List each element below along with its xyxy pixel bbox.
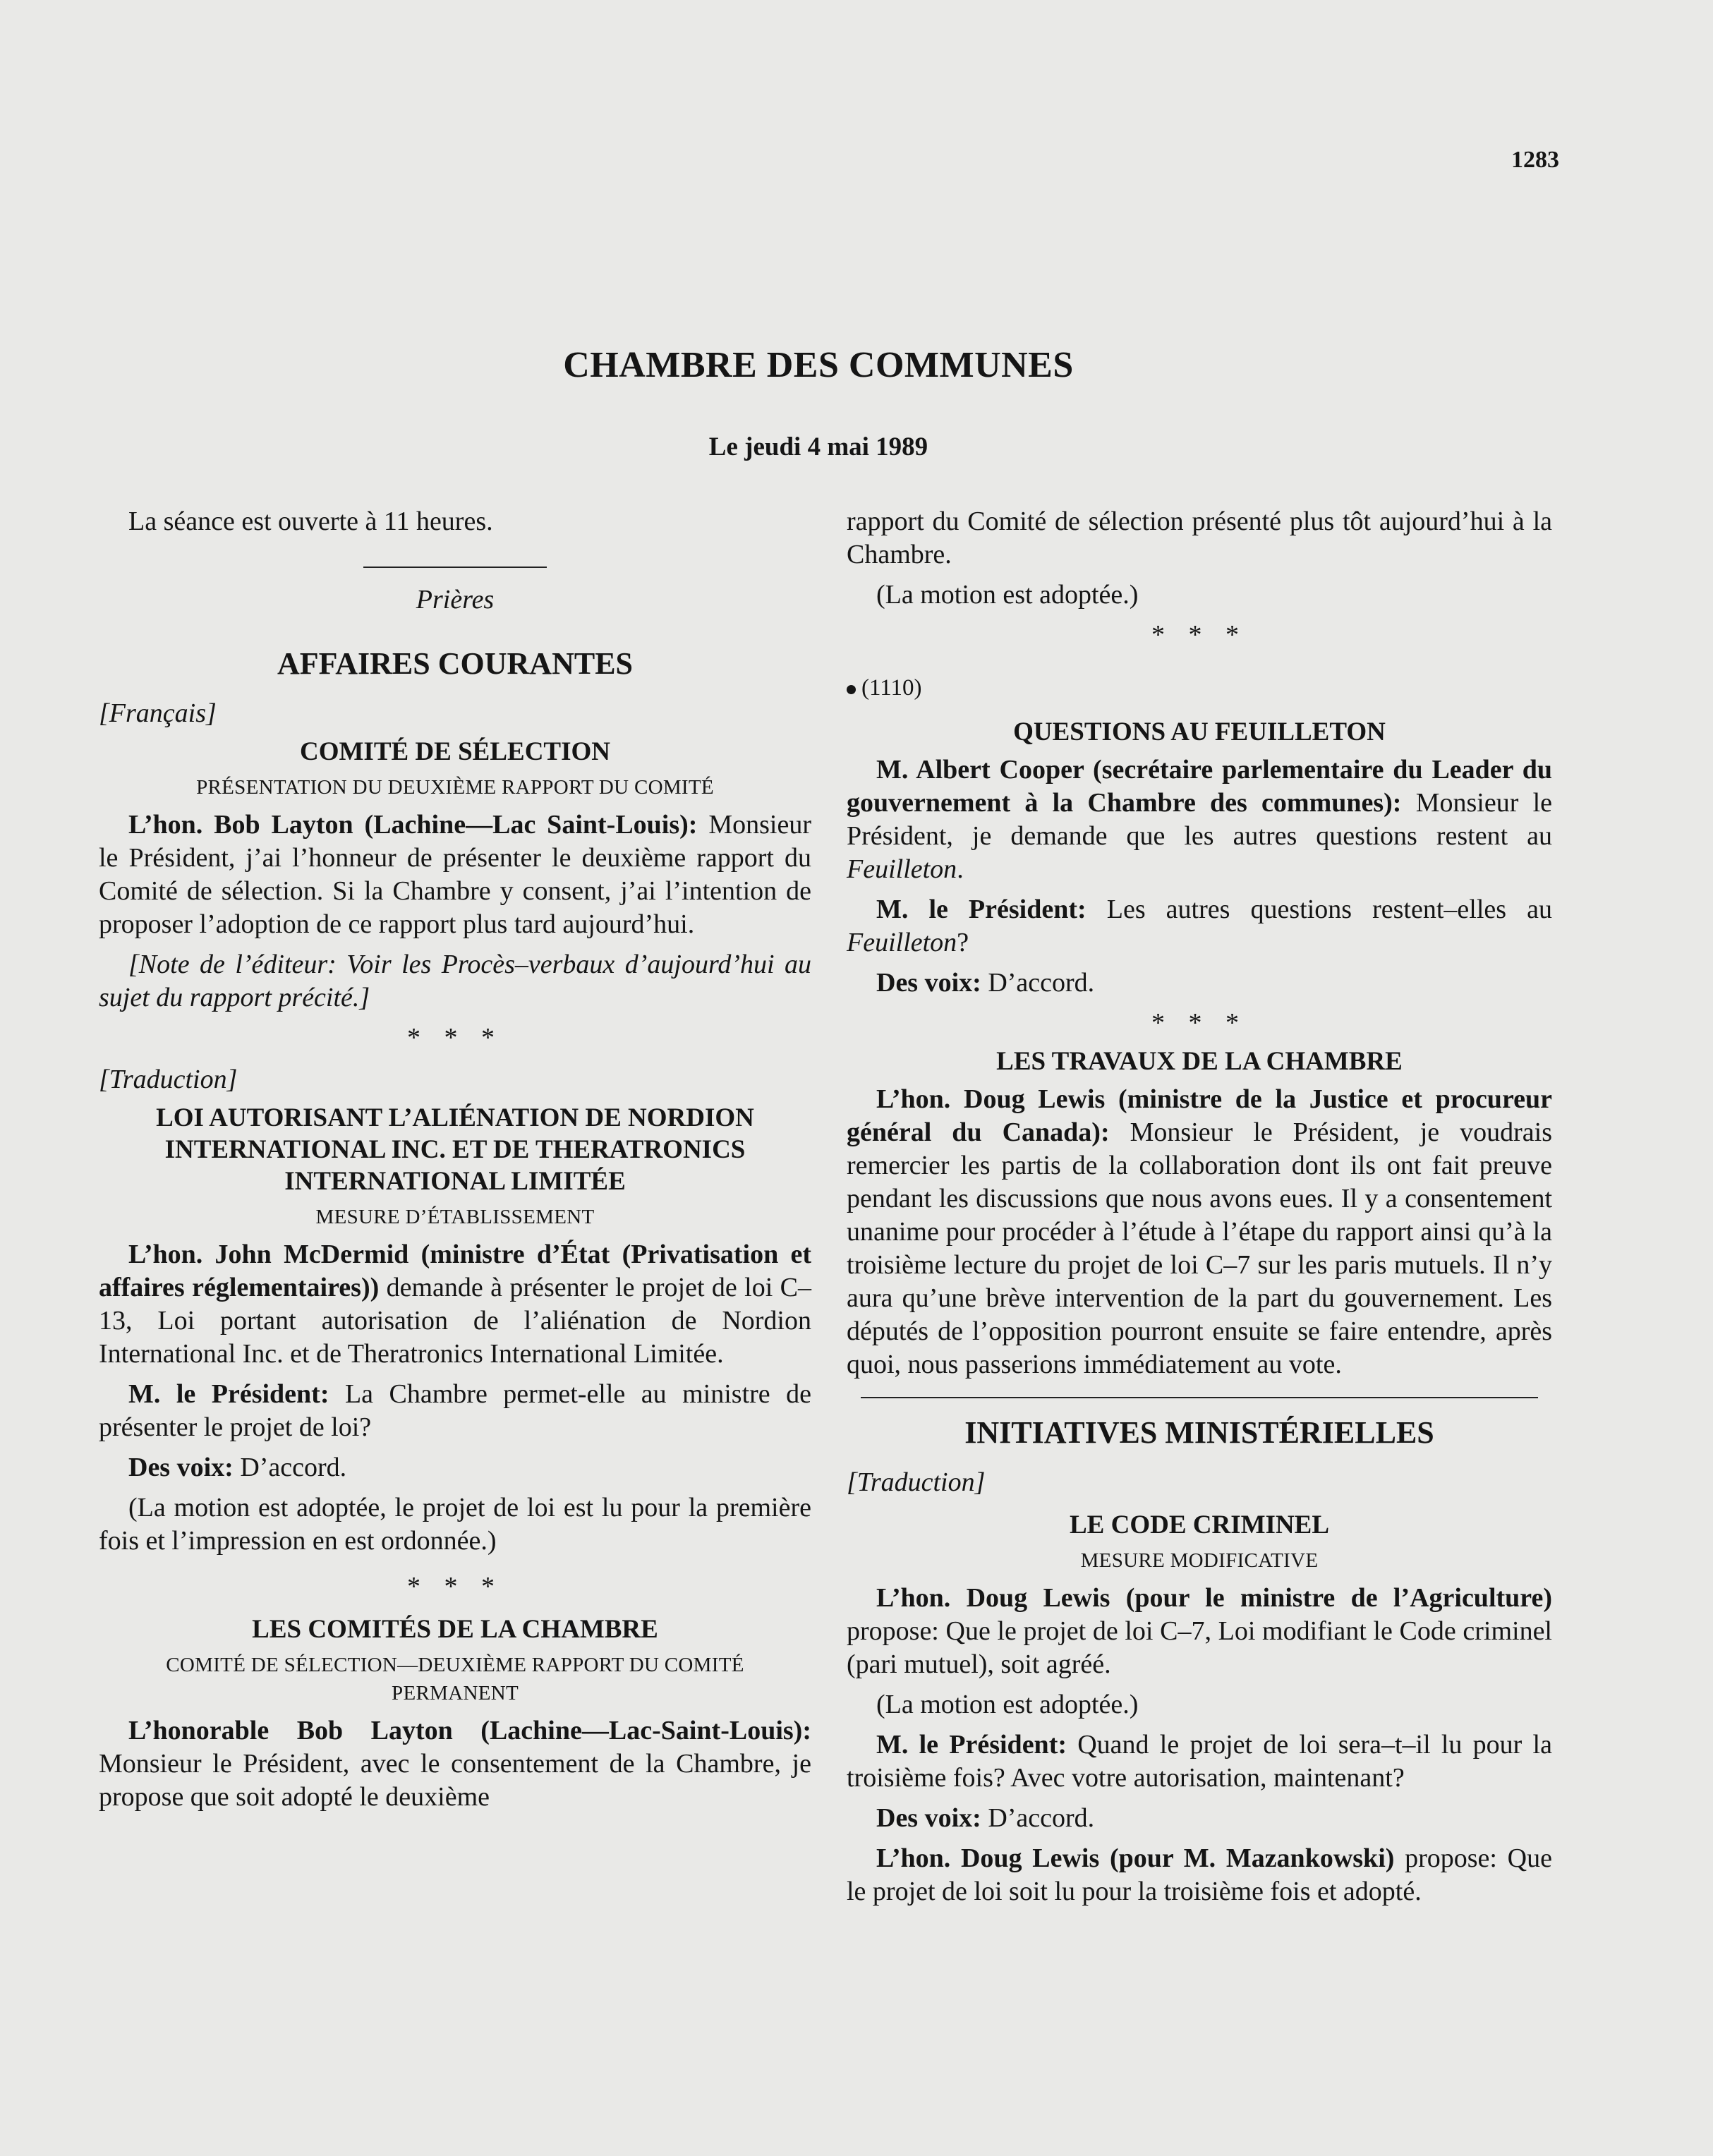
speech-layton-2 — [99, 1714, 811, 1814]
section-separator: * * * — [407, 1023, 503, 1053]
subheading-nordion: LOI AUTORISANT L’ALIÉNATION DE NORDION INTERNATIONAL INC. ET DE THERATRONICS INTERNATIONAL LIMITÉE — [156, 1103, 754, 1196]
speaker-name: Des voix: — [876, 968, 981, 998]
timestamp — [847, 672, 1552, 705]
speech-text: propose: Que le projet de loi soit lu pour la troisième fois et adopté. — [847, 1843, 1552, 1906]
punctuation: . — [957, 854, 964, 884]
subheading-comites-detail: COMITÉ DE SÉLECTION—DEUXIÈME RAPPORT DU COMITÉ PERMANENT — [166, 1654, 744, 1704]
speech-text: D’accord. — [233, 1453, 347, 1482]
speech-text: Les autres questions restent–elles au — [1086, 895, 1552, 924]
speaker-name: L’hon. Bob Layton (Lachine—Lac Saint-Louis): — [128, 810, 698, 840]
speech-text: D’accord. — [981, 968, 1095, 998]
language-marker: [Traduction] — [99, 1065, 238, 1094]
subheading-code: LE CODE CRIMINEL — [1070, 1510, 1329, 1539]
section-separator: * * * — [1151, 1008, 1247, 1038]
speech-president — [847, 893, 1552, 959]
speaker-name: Des voix: — [876, 1803, 981, 1833]
speech-president-2 — [847, 1728, 1552, 1795]
page-title: CHAMBRE DES COMMUNES — [563, 345, 1074, 385]
timestamp-text: (1110) — [861, 675, 922, 701]
left-column — [99, 505, 811, 1821]
speech-lewis — [847, 1083, 1552, 1381]
language-marker: [Traduction] — [847, 1467, 986, 1497]
speech-text: Monsieur le Président, j’ai l’honneur de présenter le deuxième rapport du Comité de sélection. Si la Chambre y consent, j’ai l’intention de proposer l’adoption de ce rapport plus tard aujourd’hui. — [99, 810, 812, 939]
divider — [861, 1397, 1538, 1398]
speaker-name: L’hon. Doug Lewis (pour M. Mazankowski) — [876, 1843, 1395, 1873]
speaker-name: M. le Président: — [876, 895, 1086, 924]
opening-line: La séance est ouverte à 11 heures. — [128, 507, 493, 536]
speaker-name: M. Albert Cooper (secrétaire parlementaire du Leader du gouvernement à la Chambre des communes): — [847, 755, 1552, 818]
sitting-date: Le jeudi 4 mai 1989 — [708, 432, 928, 461]
subheading-travaux: LES TRAVAUX DE LA CHAMBRE — [996, 1047, 1403, 1076]
speech-voix — [99, 1451, 811, 1484]
section-separator: * * * — [407, 1572, 503, 1601]
speech-text: Monsieur le Président, je voudrais remercier les partis de la collaboration dont ils ont fait preuve pendant les discussions que nous avons eues. Il y a consentement unanime pour procéder à l’étude à l’étape du rapport ainsi qu’à la troisième lecture du projet de loi C–7 sur les paris mutuels. Il n’y aura qu’une brève intervention de la part du gouvernement. Les députés de l’opposition pourront ensuite se faire entendre, après quoi, nous passerions immédiatement au vote. — [847, 1118, 1553, 1379]
speech-text: propose: Que le projet de loi C–7, Loi modifiant le Code criminel (pari mutuel), soit agréé. — [847, 1616, 1552, 1679]
right-column — [847, 505, 1552, 1915]
motion-result: (La motion est adoptée.) — [876, 1690, 1139, 1719]
speech-voix — [847, 967, 1552, 1000]
section-separator: * * * — [1151, 620, 1247, 650]
speaker-name: L’hon. Doug Lewis (ministre de la Justice et procureur général du Canada): — [847, 1084, 1552, 1147]
subheading-comites: LES COMITÉS DE LA CHAMBRE — [252, 1615, 658, 1644]
speaker-name: M. le Président: — [128, 1379, 329, 1409]
speaker-name: M. le Président: — [876, 1730, 1067, 1760]
speech-text: Monsieur le Président, je demande que les autres questions restent au — [847, 788, 1552, 851]
continuation-text: rapport du Comité de sélection présenté plus tôt aujourd’hui à la Chambre. — [847, 507, 1552, 569]
page-number: 1283 — [1511, 147, 1559, 173]
language-marker: [Français] — [99, 698, 217, 728]
subheading-questions: QUESTIONS AU FEUILLETON — [1013, 717, 1386, 746]
speech-layton — [99, 808, 811, 941]
subheading-nordion-detail: MESURE D’ÉTABLISSEMENT — [315, 1206, 595, 1228]
subheading-code-detail: MESURE MODIFICATIVE — [1080, 1549, 1319, 1572]
section-heading-initiatives: INITIATIVES MINISTÉRIELLES — [964, 1415, 1434, 1450]
bullet-icon — [847, 685, 856, 694]
subheading-selection: COMITÉ DE SÉLECTION — [300, 737, 610, 766]
feuilleton-word: Feuilleton — [847, 928, 957, 957]
speaker-name: L’hon. John McDermid (ministre d’État (Privatisation et affaires réglementaires)) — [99, 1240, 811, 1302]
speech-lewis-2 — [847, 1582, 1552, 1681]
speech-mcdermid — [99, 1238, 811, 1371]
subheading-selection-detail: PRÉSENTATION DU DEUXIÈME RAPPORT DU COMITÉ — [196, 776, 714, 799]
speech-voix-2 — [847, 1802, 1552, 1835]
punctuation: ? — [957, 928, 969, 957]
speech-text: D’accord. — [981, 1803, 1095, 1833]
divider — [363, 567, 547, 568]
feuilleton-word: Feuilleton — [847, 854, 957, 884]
motion-result: (La motion est adoptée.) — [876, 580, 1139, 610]
speech-text: Monsieur le Président, avec le consentement de la Chambre, je propose que soit adopté le deuxième — [99, 1749, 811, 1812]
speech-text: Quand le projet de loi sera–t–il lu pour la troisième fois? Avec votre autorisation, maintenant? — [847, 1730, 1552, 1793]
motion-result: (La motion est adoptée, le projet de loi est lu pour la première fois et l’impression en est ordonnée.) — [99, 1493, 811, 1556]
speech-text: La Chambre permet-elle au ministre de présenter le projet de loi? — [99, 1379, 811, 1442]
speaker-name: L’hon. Doug Lewis (pour le ministre de l’Agriculture) — [876, 1583, 1552, 1613]
speech-lewis-3 — [847, 1842, 1552, 1908]
speaker-name: L’honorable Bob Layton (Lachine—Lac-Saint-Louis): — [128, 1716, 811, 1745]
editor-note: [Note de l’éditeur: Voir les Procès–verbaux d’aujourd’hui au sujet du rapport précité.] — [99, 950, 811, 1012]
speech-text: demande à présenter le projet de loi C–13, Loi portant autorisation de l’aliénation de Nordion International Inc. et de Theratronics International Limitée. — [99, 1273, 811, 1369]
speech-president — [99, 1378, 811, 1444]
section-heading-affaires: AFFAIRES COURANTES — [277, 646, 634, 681]
prieres-heading: Prières — [416, 585, 495, 614]
speech-cooper — [847, 753, 1552, 886]
speaker-name: Des voix: — [128, 1453, 234, 1482]
